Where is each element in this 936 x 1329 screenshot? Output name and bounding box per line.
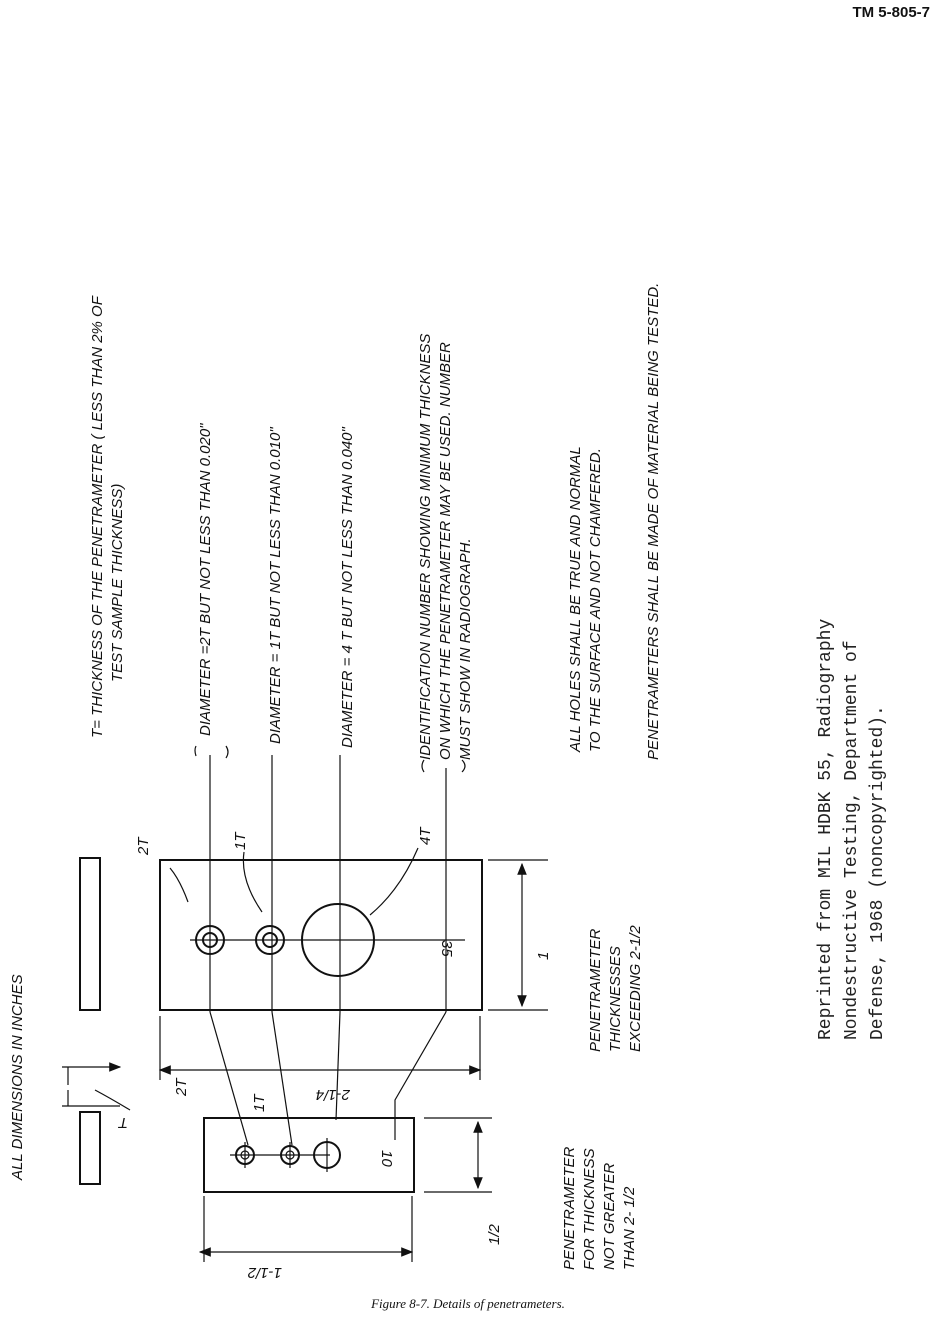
credit-line3: Defense, 1968 (noncopyrighted). [868,705,888,1040]
t-definition-line2: TEST SAMPLE THICKNESS) [109,483,126,682]
large-hole-4t-label: 4T [417,827,434,845]
large-penetrameter-label-line1: PENETRAMETER [587,928,604,1052]
small-hole-1t-label: 1T [251,1094,268,1112]
small-width-dimension: 1/2 [486,1224,503,1245]
small-length-dimension: 1-1/2 [247,1264,282,1281]
diameter-4t-note: DIAMETER = 4 T BUT NOT LESS THAN 0.040" [339,427,356,748]
t-definition-line1: T= THICKNESS OF THE PENETRAMETER ( LESS THAN 2% OF [89,296,106,738]
credit-line2: Nondestructive Testing, Department of [842,640,862,1040]
identification-line2: ON WHICH THE PENETRAMETER MAY BE USED. NUMBER [437,342,454,760]
dimensions-title: ALL DIMENSIONS IN INCHES [9,974,26,1180]
large-penetrameter-label-line2: THICKNESSES [607,946,624,1052]
document-number: TM 5-805-7 [852,4,930,21]
identification-line1: IDENTIFICATION NUMBER SHOWING MINIMUM THICKNESS [417,333,434,760]
holes-note-line2: TO THE SURFACE AND NOT CHAMFERED. [587,448,604,752]
large-width-dimension: 1 [535,951,552,960]
figure-caption: Figure 8-7. Details of penetrameters. [371,1296,565,1311]
holes-note-line1: ALL HOLES SHALL BE TRUE AND NORMAL [567,446,584,752]
diameter-2t-note: DIAMETER =2T BUT NOT LESS THAN 0.020" [197,423,214,736]
thickness-detail [62,858,130,1184]
credit-line1: Reprinted from MIL HDBK 55, Radiography [816,618,836,1040]
large-hole-1t-label: 1T [232,832,249,850]
large-penetrameter-label-line3: EXCEEDING 2-1/2 [627,925,644,1052]
thickness-symbol: T [118,1114,128,1131]
small-penetrameter-label-line3: NOT GREATER [601,1162,618,1270]
small-penetrameter-label-line2: FOR THICKNESS [581,1148,598,1270]
small-id-number: 10 [378,1150,395,1167]
small-hole-2t-label: 2T [173,1078,190,1096]
large-hole-2t-label: 2T [135,837,152,855]
diameter-1t-note: DIAMETER = 1T BUT NOT LESS THAN 0.010" [267,427,284,744]
leader-lines [195,746,465,1145]
small-penetrameter-label-line1: PENETRAMETER [561,1146,578,1270]
material-note: PENETRAMETERS SHALL BE MADE OF MATERIAL BEING TESTED. [645,282,662,760]
large-penetrameter [135,826,548,1103]
identification-line3: MUST SHOW IN RADIOGRAPH. [457,538,474,760]
small-penetrameter [173,1077,492,1281]
large-length-dimension: 2-1/4 [315,1086,350,1103]
large-id-number: 35 [438,940,455,957]
small-penetrameter-label-line4: THAN 2- 1/2 [621,1186,638,1270]
